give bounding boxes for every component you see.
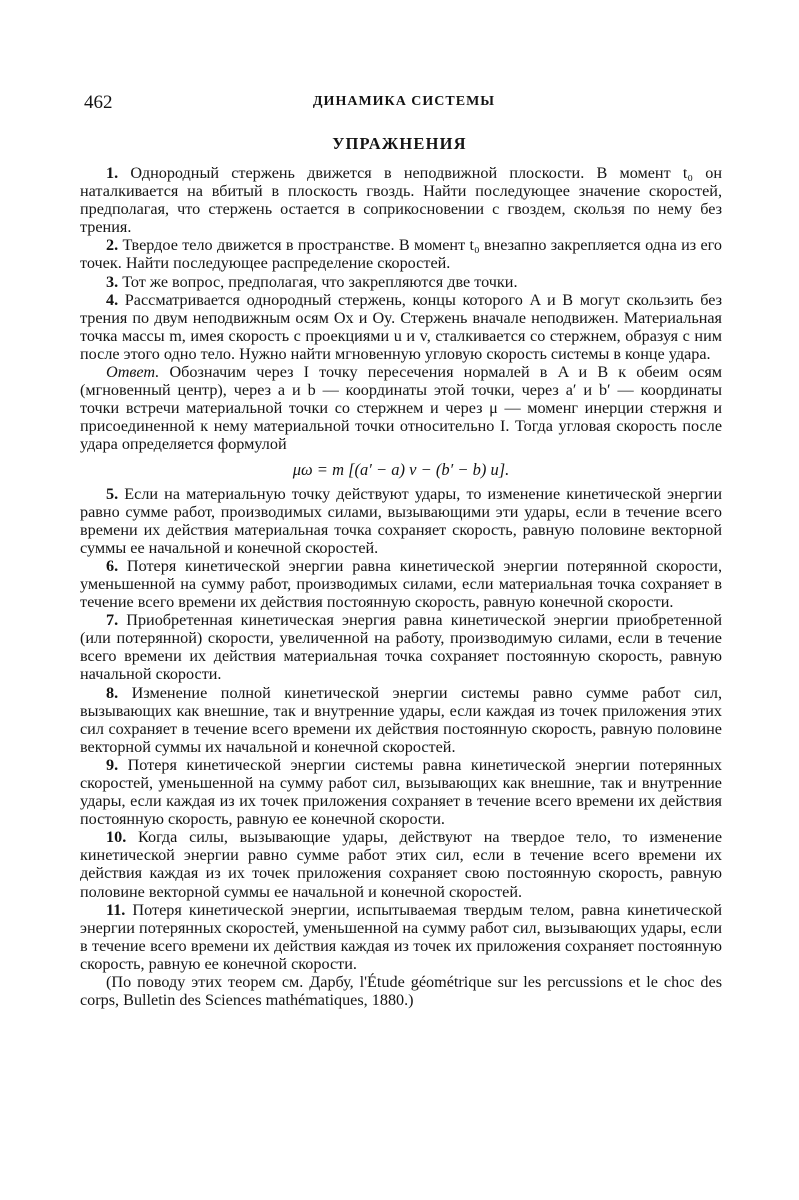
theorem-number: 7. <box>106 611 119 630</box>
running-head: ДИНАМИКА СИСТЕМЫ <box>312 94 496 109</box>
theorem-number: 6. <box>106 556 119 575</box>
answer-label: Ответ. <box>106 363 160 382</box>
theorem-number: 9. <box>106 755 119 774</box>
theorem-number: 10. <box>106 828 127 847</box>
page-number: 462 <box>84 92 113 113</box>
theorem-text: Изменение полной кинетической энергии системы равно сумме работ сил, вызывающих как внешние, так и внутренние удары, если каждая из точек приложения этих сил сохраняет в течение всего времени их действия постоянную скорость, равную половине векторной суммы их начальной и конечной скоростей. <box>80 683 722 756</box>
theorem-text: Если на материальную точку действуют удары, то изменение кинетической энергии равно сумме работ, производимых силами, вызывающими эти удары, если в течение всего времени их действия материальная точка сохраняет скорость, равную половине векторной суммы ее начальной и конечной скоростей. <box>80 484 723 557</box>
theorem-number: 5. <box>106 484 119 503</box>
exercise-text: Тот же вопрос, предполагая, что закрепляются две точки. <box>122 272 518 291</box>
theorem-5 <box>80 485 722 557</box>
theorem-10 <box>80 828 722 900</box>
answer-paragraph <box>80 363 722 453</box>
exercise-number: 1. <box>106 164 119 182</box>
exercise-number: 4. <box>106 290 119 309</box>
theorem-11 <box>80 901 722 973</box>
theorem-text: Приобретенная кинетическая энергия равна кинетической энергии приобретенной (или потерянной) скорости, увеличенной на работу, производимую силами, если в течение всего времени их действия материальная точка сохраняет постоянную скорость, равную начальной скорости. <box>80 611 723 684</box>
theorem-7 <box>80 611 722 683</box>
exercise-2 <box>80 236 722 272</box>
page-header <box>84 92 724 114</box>
exercise-text: Твердое тело движется в пространстве. В момент t₀ внезапно закрепляется одна из его точек. Найти последующее распределение скоростей. <box>80 236 723 273</box>
theorem-text: Когда силы, вызывающие удары, действуют на твердое тело, то изменение кинетической энергии равно сумме работ этих сил, если в течение всего времени их действия каждая из их точек приложения сохраняет свою постоянную скорость, равную половине векторной суммы ее начальной и конечной скоростей. <box>80 828 722 901</box>
theorem-9 <box>80 756 722 828</box>
exercise-text: Рассматривается однородный стержень, концы которого A и B могут скользить без трения по двум неподвижным осям Ox и Oy. Стержень вначале неподвижен. Материальная точка массы m, имея скорость с проекциями u и v, сталкивается со стержнем, образуя с ним после этого одно тело. Нужно найти мгновенную угловую скорость системы в конце удара. <box>80 290 723 363</box>
answer-formula: μω = m [(a′ − a) v − (b′ − b) u]. <box>292 459 510 479</box>
exercise-number: 3. <box>106 272 119 291</box>
exercise-4 <box>80 291 722 363</box>
theorem-8 <box>80 684 722 756</box>
exercise-text: Однородный стержень движется в неподвижной плоскости. В момент t₀ он наталкивается на вбитый в плоскость гвоздь. Найти последующее значение скоростей, предполагая, что стержень остается в соприкосновении с гвоздем, скользя по нему без трения. <box>80 164 722 237</box>
theorem-text: Потеря кинетической энергии системы равна кинетической энергии потерянных скоростей, уменьшенной на сумму работ сил, вызывающих как внешние, так и внутренние удары, если каждая из их точек приложения сохраняет в течение всего времени их действия постоянную скорость, равную ее конечной скорости. <box>80 755 723 829</box>
page-body <box>80 164 722 1009</box>
theorem-text: Потеря кинетической энергии равна кинетической энергии потерянной скорости, уменьшенной на сумму работ, производимых силами, если материальная точка сохраняет в течение всего времени их действия постоянную скорость, равную конечной скорости. <box>80 556 722 612</box>
exercise-number: 2. <box>106 236 119 255</box>
theorem-number: 11. <box>106 900 126 919</box>
exercise-3 <box>80 273 722 291</box>
theorem-6 <box>80 557 722 611</box>
theorem-number: 8. <box>106 683 119 702</box>
section-title: УПРАЖНЕНИЯ <box>332 134 467 153</box>
theorem-text: Потеря кинетической энергии, испытываемая твердым телом, равна кинетической энергии потерянных скоростей, уменьшенной на сумму работ сил, вызывающих удары, если в течение всего времени их действия каждая из точек их приложения сохраняет постоянную скорость, равную ее конечной скорости. <box>80 900 722 973</box>
reference-note: (По поводу этих теорем см. Дарбу, l'Étude géométrique sur les percussions et le choc des corps, Bulletin des Sciences mathématiques, 1880.) <box>80 973 722 1010</box>
answer-text: Обозначим через I точку пересечения нормалей в A и B к обеим осям (мгновенный центр), через a и b — координаты этой точки, через a′ и b′ — координаты точки встречи материальной точки со стержнем и через μ — моменг инерции стержня и присоединенной к нему материальной точки относительно I. Тогда угловая скорость после удара определяется формулой <box>80 363 723 454</box>
exercise-1 <box>80 164 722 236</box>
